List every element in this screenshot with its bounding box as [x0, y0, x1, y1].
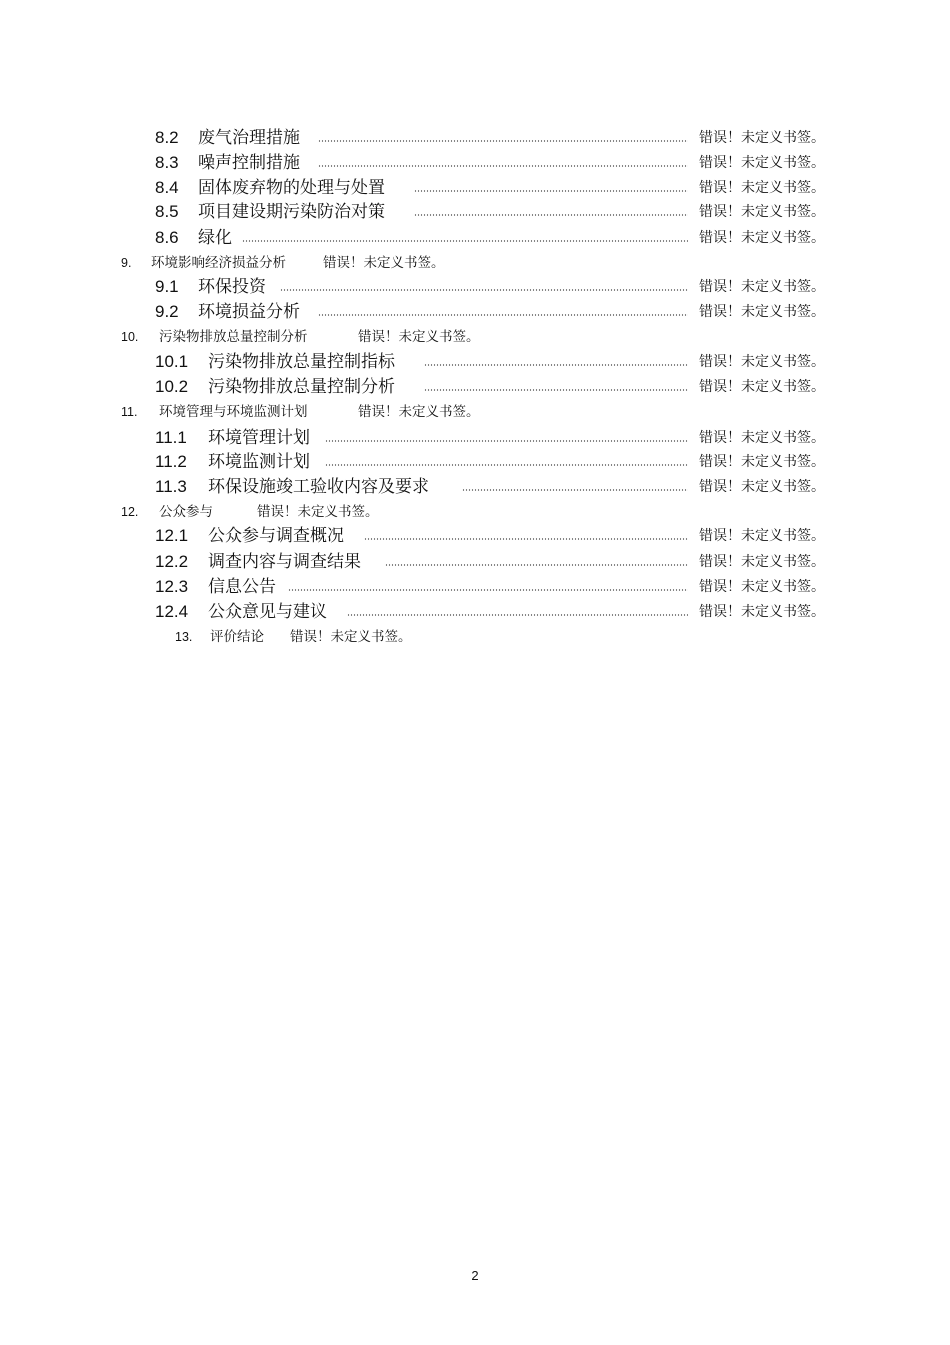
toc-page-ref: 错误！未定义书签。	[699, 304, 825, 320]
toc-number: 12.2	[155, 552, 189, 571]
toc-page-ref: 错误！未定义书签。	[699, 554, 825, 570]
toc-entry[interactable]	[0, 126, 950, 150]
toc-title: 污染物排放总量控制指标	[208, 352, 395, 372]
toc-number: 8.4	[155, 178, 179, 197]
toc-entry[interactable]	[0, 600, 950, 624]
dot-leader	[325, 464, 688, 466]
toc-entry[interactable]	[0, 475, 950, 499]
toc-page-ref: 错误！未定义书签。	[699, 354, 825, 370]
toc-page-ref: 错误！未定义书签。	[358, 329, 480, 345]
toc-title: 环保设施竣工验收内容及要求	[208, 477, 429, 497]
toc-entry[interactable]	[0, 151, 950, 175]
toc-chapter-title: 评价结论	[210, 629, 264, 645]
toc-page-ref: 错误！未定义书签。	[699, 279, 825, 295]
toc-title: 信息公告	[208, 577, 276, 597]
toc-number: 9.1	[155, 277, 179, 296]
toc-title: 环境管理计划	[208, 428, 310, 448]
dot-leader	[318, 165, 688, 167]
toc-entry[interactable]	[0, 226, 950, 250]
dot-leader	[364, 538, 688, 540]
toc-title: 污染物排放总量控制分析	[208, 377, 395, 397]
toc-page-ref: 错误！未定义书签。	[699, 180, 825, 196]
toc-number: 8.6	[155, 228, 179, 247]
toc-title: 环保投资	[198, 277, 266, 297]
toc-page-ref: 错误！未定义书签。	[699, 579, 825, 595]
toc-page-ref: 错误！未定义书签。	[699, 155, 825, 171]
dot-leader	[318, 314, 688, 316]
page-number: 2	[471, 1268, 479, 1283]
dot-leader	[424, 364, 688, 366]
dot-leader	[280, 289, 688, 291]
toc-chapter-number: 9.	[121, 256, 132, 270]
toc-chapter-title: 环境管理与环境监测计划	[159, 404, 308, 420]
toc-number: 9.2	[155, 302, 179, 321]
toc-number: 11.3	[155, 477, 187, 496]
toc-entry[interactable]	[0, 200, 950, 224]
toc-entry[interactable]	[0, 550, 950, 574]
toc-chapter-title: 公众参与	[159, 504, 213, 520]
toc-chapter-entry[interactable]	[0, 627, 950, 651]
toc-chapter-entry[interactable]	[0, 253, 950, 277]
dot-leader	[347, 614, 688, 616]
toc-page-ref: 错误！未定义书签。	[699, 204, 825, 220]
toc-page-ref: 错误！未定义书签。	[358, 404, 480, 420]
toc-chapter-number: 11.	[121, 405, 138, 419]
toc-chapter-entry[interactable]	[0, 502, 950, 526]
toc-number: 11.2	[155, 452, 187, 471]
toc-title: 噪声控制措施	[198, 153, 300, 173]
dot-leader	[318, 140, 688, 142]
toc-number: 12.3	[155, 577, 189, 596]
toc-number: 10.1	[155, 352, 189, 371]
toc-number: 8.3	[155, 153, 179, 172]
toc-page-ref: 错误！未定义书签。	[699, 528, 825, 544]
toc-title: 固体废弃物的处理与处置	[198, 178, 385, 198]
toc-entry[interactable]	[0, 375, 950, 399]
toc-title: 公众意见与建议	[208, 602, 327, 622]
toc-chapter-title: 污染物排放总量控制分析	[159, 329, 308, 345]
toc-entry[interactable]	[0, 176, 950, 200]
dot-leader	[242, 240, 688, 242]
toc-chapter-number: 13.	[175, 630, 193, 644]
toc-entry[interactable]	[0, 524, 950, 548]
dot-leader	[462, 489, 688, 491]
toc-page-ref: 错误！未定义书签。	[699, 479, 825, 495]
toc-page-ref: 错误！未定义书签。	[699, 604, 825, 620]
toc-entry[interactable]	[0, 426, 950, 450]
toc-title: 绿化	[198, 228, 232, 248]
dot-leader	[424, 389, 688, 391]
toc-chapter-number: 10.	[121, 330, 139, 344]
toc-number: 11.1	[155, 428, 187, 447]
toc-page-ref: 错误！未定义书签。	[699, 130, 825, 146]
toc-page-ref: 错误！未定义书签。	[699, 454, 825, 470]
dot-leader	[325, 440, 688, 442]
toc-chapter-entry[interactable]	[0, 327, 950, 351]
toc-page-ref: 错误！未定义书签。	[323, 255, 445, 271]
toc-title: 项目建设期污染防治对策	[198, 202, 385, 222]
dot-leader	[385, 564, 688, 566]
toc-page-ref: 错误！未定义书签。	[257, 504, 379, 520]
toc-title: 公众参与调查概况	[208, 526, 344, 546]
toc-entry[interactable]	[0, 350, 950, 374]
toc-page-ref: 错误！未定义书签。	[290, 629, 412, 645]
toc-entry[interactable]	[0, 300, 950, 324]
toc-chapter-entry[interactable]	[0, 402, 950, 426]
toc-chapter-number: 12.	[121, 505, 139, 519]
toc-number: 8.2	[155, 128, 179, 147]
toc-title: 环境监测计划	[208, 452, 310, 472]
toc-entry[interactable]	[0, 275, 950, 299]
toc-title: 环境损益分析	[198, 302, 300, 322]
toc-number: 12.4	[155, 602, 189, 621]
toc-page-ref: 错误！未定义书签。	[699, 379, 825, 395]
toc-number: 12.1	[155, 526, 189, 545]
toc-page-ref: 错误！未定义书签。	[699, 430, 825, 446]
toc-number: 8.5	[155, 202, 179, 221]
toc-number: 10.2	[155, 377, 189, 396]
toc-entry[interactable]	[0, 450, 950, 474]
dot-leader	[414, 190, 688, 192]
dot-leader	[288, 589, 688, 591]
toc-page-ref: 错误！未定义书签。	[699, 230, 825, 246]
toc-entry[interactable]	[0, 575, 950, 599]
toc-chapter-title: 环境影响经济损益分析	[151, 255, 286, 271]
toc-title: 调查内容与调查结果	[208, 552, 361, 572]
dot-leader	[414, 214, 688, 216]
toc-title: 废气治理措施	[198, 128, 300, 148]
